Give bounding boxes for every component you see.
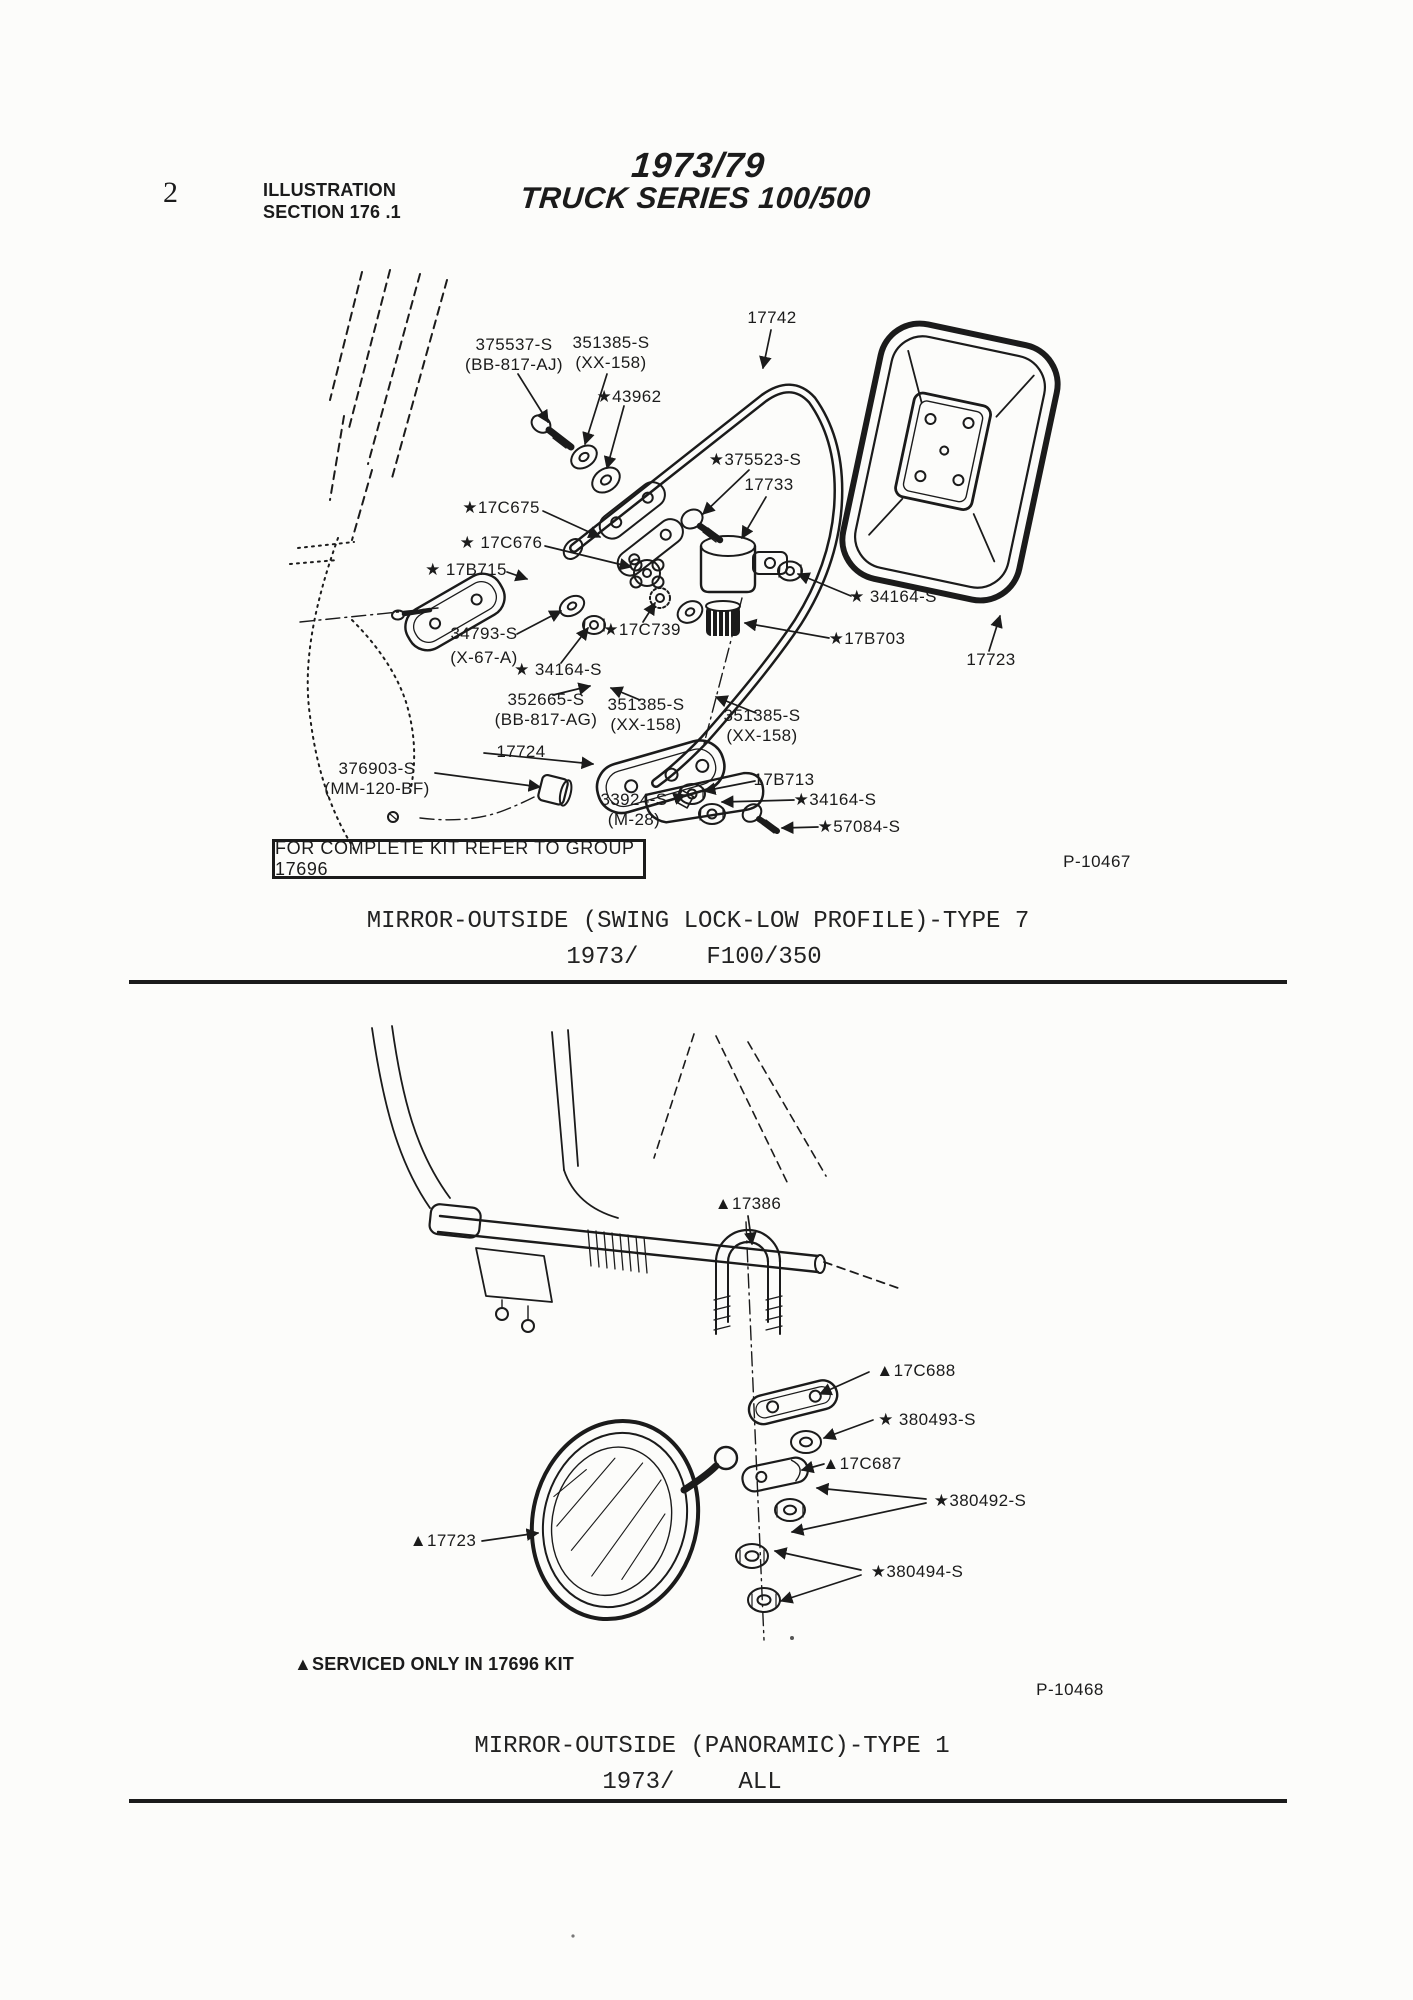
part-number: ★ 34164-S xyxy=(514,659,602,679)
section-line1: ILLUSTRATION xyxy=(263,180,397,200)
part-label-43962 xyxy=(597,387,662,407)
part-label-34793 xyxy=(450,622,517,670)
door-screw xyxy=(300,608,438,622)
mirror-round xyxy=(511,1403,719,1637)
part-number: ★380492-S xyxy=(933,1490,1027,1510)
part-label-33924 xyxy=(600,790,667,830)
part-number: ★17B703 xyxy=(828,628,906,648)
part-number: ▲17C688 xyxy=(876,1360,956,1380)
part-number: ★34164-S xyxy=(793,789,877,809)
part-label-351385-top xyxy=(573,333,650,373)
support-arm-tube xyxy=(429,1203,898,1332)
part-label-17733 xyxy=(744,475,793,495)
part-label-34164-c xyxy=(794,790,877,810)
part-number: ★375523-S xyxy=(708,449,802,469)
caption-year: 1973/ xyxy=(602,1769,675,1796)
part-label-17B715 xyxy=(425,560,507,580)
part-number: 376903-S xyxy=(338,758,416,778)
part-label-351385-mid xyxy=(608,695,685,735)
part-label-17723-round xyxy=(410,1531,477,1551)
part-label-375523 xyxy=(709,450,802,470)
part-number: ▲17C687 xyxy=(822,1453,902,1473)
part-label-376903 xyxy=(324,759,429,799)
part-number: ★17C739 xyxy=(603,619,681,639)
part-number: 375537-S xyxy=(475,334,553,354)
part-label-34164-b xyxy=(849,587,937,607)
part-label-17386 xyxy=(715,1194,782,1214)
mirror-head xyxy=(835,316,1065,608)
plate-code-p10468: P-10468 xyxy=(1036,1680,1104,1699)
part-label-17C688 xyxy=(876,1361,955,1381)
section-line2: SECTION 176 .1 xyxy=(263,201,401,222)
part-label-17742 xyxy=(747,308,796,328)
part-label-380494 xyxy=(871,1562,964,1582)
part-number: 351385-S xyxy=(572,332,650,352)
part-number: ▲17386 xyxy=(714,1193,782,1213)
part-number: 17724 xyxy=(496,741,546,761)
figure2-leader-lines xyxy=(482,1216,926,1601)
series-years: 1973/79 xyxy=(629,146,767,185)
part-basic-number: (MM-120-BF) xyxy=(324,779,430,798)
scan-speck xyxy=(790,1636,794,1640)
part-number: 17723 xyxy=(966,649,1016,669)
part-number: ★380494-S xyxy=(870,1561,964,1581)
cab-window-outline xyxy=(372,1026,826,1218)
part-basic-number: (XX-158) xyxy=(575,353,647,372)
part-label-17723 xyxy=(966,650,1015,670)
scan-speck xyxy=(571,1934,574,1937)
part-basic-number: (M-28) xyxy=(607,810,661,829)
part-label-17C687 xyxy=(822,1454,901,1474)
part-label-34164-a xyxy=(514,660,602,680)
mirror-mount-plate xyxy=(894,391,992,511)
part-label-17724 xyxy=(496,742,545,762)
part-basic-number: (X-67-A) xyxy=(450,648,518,667)
part-label-352665 xyxy=(495,690,598,730)
part-basic-number: (XX-158) xyxy=(726,726,798,745)
part-label-17B713 xyxy=(753,770,814,790)
part-number: 34793-S xyxy=(450,624,518,644)
part-label-17C676 xyxy=(460,533,543,553)
series-title xyxy=(519,148,875,214)
service-kit-note: ▲SERVICED ONLY IN 17696 KIT xyxy=(294,1654,574,1674)
arm-clamp xyxy=(678,506,787,592)
clamp-parts-column xyxy=(736,1377,840,1612)
part-number: 352665-S xyxy=(507,689,585,709)
caption-model: ALL xyxy=(738,1769,782,1796)
caption-year: 1973/ xyxy=(566,944,639,971)
part-number: ★43962 xyxy=(596,386,662,406)
part-number: 351385-S xyxy=(607,694,685,714)
part-number: ★57084-S xyxy=(817,816,901,836)
part-basic-number: (BB-817-AJ) xyxy=(465,355,563,374)
part-number: ★ 380493-S xyxy=(878,1409,976,1429)
assembly-axis xyxy=(746,1222,764,1640)
part-basic-number: (XX-158) xyxy=(610,715,682,734)
ball-stud xyxy=(684,1447,737,1490)
arm-nut xyxy=(778,562,802,581)
section-heading xyxy=(263,180,401,224)
figure2-caption-applicability xyxy=(602,1769,781,1796)
part-number: ★ 34164-S xyxy=(849,586,937,606)
page-number: 2 xyxy=(163,176,178,209)
part-number: ★ 17C676 xyxy=(459,532,543,552)
kit-reference-note: FOR COMPLETE KIT REFER TO GROUP 17696 xyxy=(272,839,646,879)
part-label-17B703 xyxy=(829,629,906,649)
figure1-caption-title: MIRROR-OUTSIDE (SWING LOCK-LOW PROFILE)-TYPE 7 xyxy=(366,908,1030,935)
part-label-17C739 xyxy=(603,620,681,640)
part-label-351385-right xyxy=(724,706,801,746)
part-label-375537 xyxy=(465,335,563,375)
lock-bushing xyxy=(706,601,740,636)
page-bottom-rule xyxy=(129,1799,1287,1803)
part-basic-number: (BB-817-AG) xyxy=(494,710,598,729)
part-number: 17733 xyxy=(744,474,794,494)
part-number: 17B713 xyxy=(753,769,815,789)
part-label-380493 xyxy=(878,1410,976,1430)
part-number: 351385-S xyxy=(723,705,801,725)
part-number: ★17C675 xyxy=(462,497,540,517)
section-divider-rule xyxy=(129,980,1287,984)
part-label-57084 xyxy=(818,817,901,837)
figure2-caption-title: MIRROR-OUTSIDE (PANORAMIC)-TYPE 1 xyxy=(474,1733,950,1760)
caption-model: F100/350 xyxy=(706,944,822,971)
part-label-17C675 xyxy=(462,498,540,518)
plate-code-p10467: P-10467 xyxy=(1063,852,1131,871)
figure1-caption-applicability xyxy=(566,944,821,971)
part-number: ▲17723 xyxy=(409,1530,477,1550)
part-number: ★ 17B715 xyxy=(425,559,507,579)
part-number: 17742 xyxy=(747,307,797,327)
part-label-380492 xyxy=(934,1491,1027,1511)
part-number: 33924-S xyxy=(600,789,668,809)
series-name: TRUCK SERIES 100/500 xyxy=(518,181,873,215)
